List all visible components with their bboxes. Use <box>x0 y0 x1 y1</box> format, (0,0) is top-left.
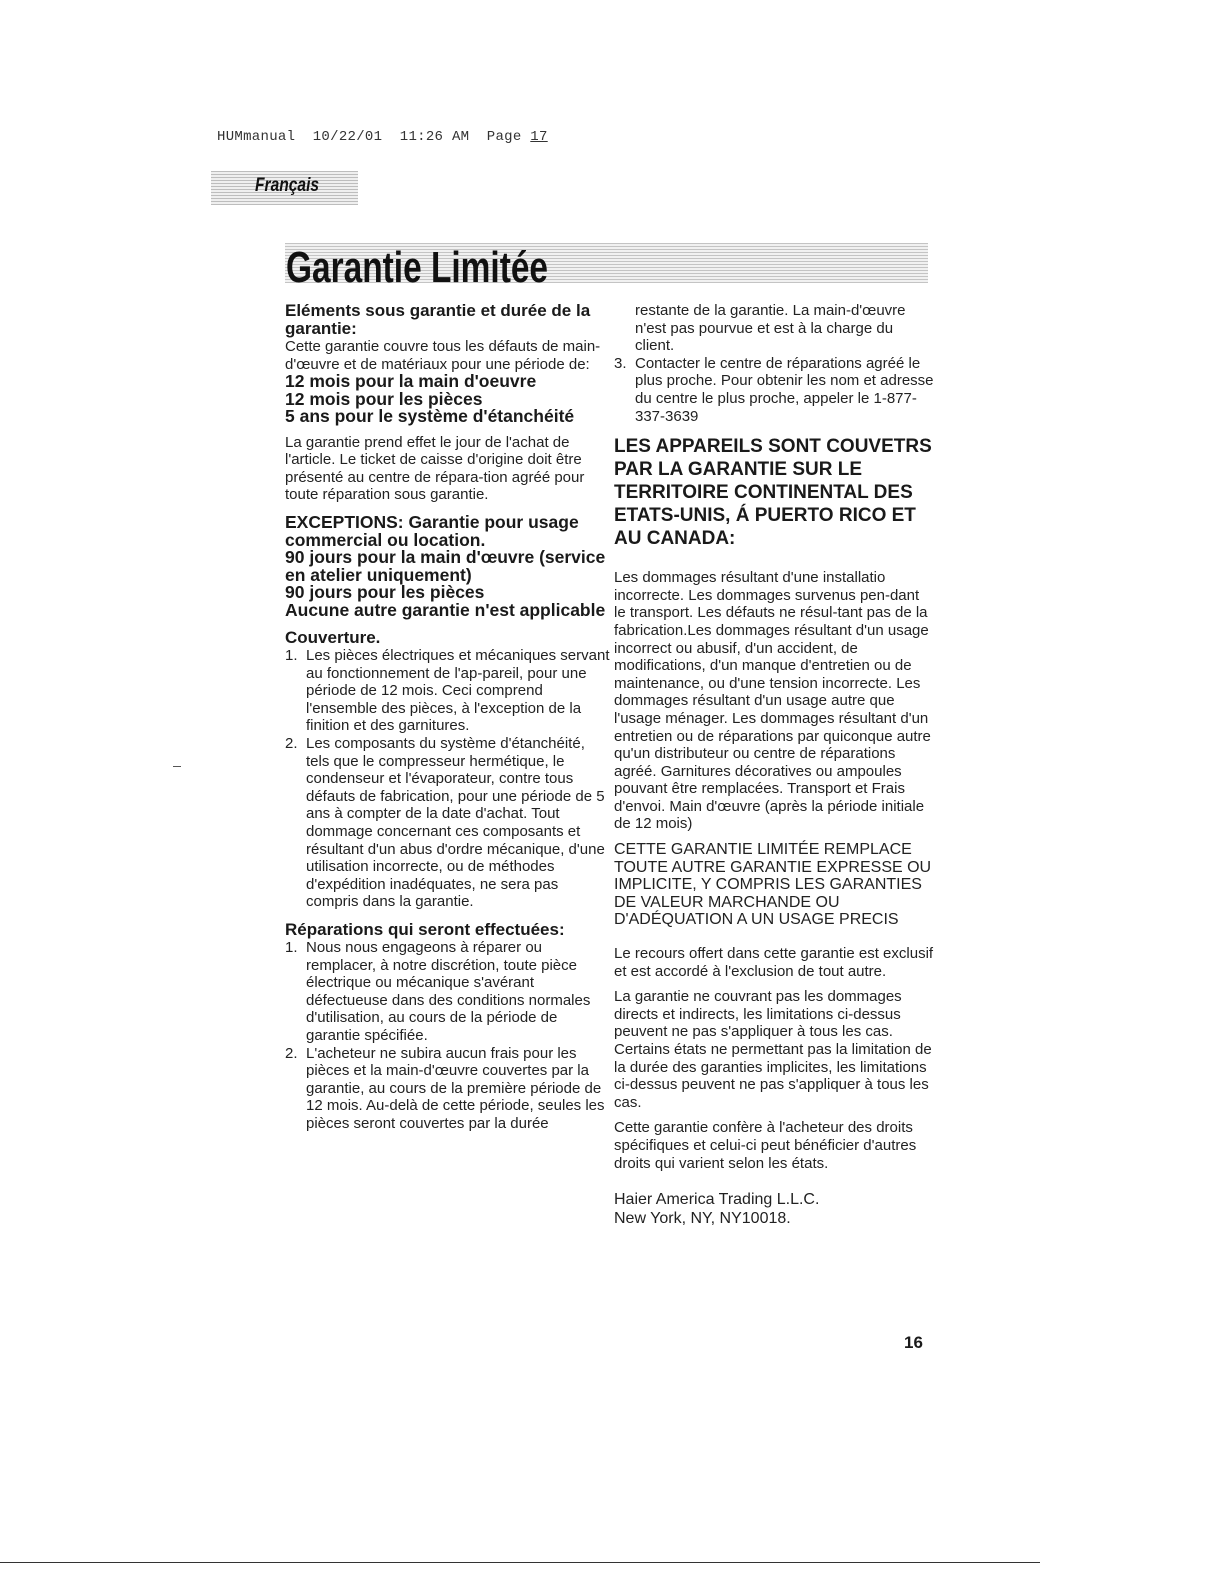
header-time: 11:26 AM <box>399 129 470 145</box>
reparations-heading: Réparations qui seront effectuées: <box>285 919 565 939</box>
coverage-heading: Eléments sous garantie et durée de la garantie: <box>285 301 591 338</box>
coverage-text: Cette garantie couvre tous les défauts de main-d'œuvre et de matériaux pour une période de: <box>285 338 601 373</box>
header-page-ref: 17 <box>530 129 548 145</box>
header-date: 10/22/01 <box>312 129 383 145</box>
item-text: Nous nous engageons à réparer ou remplacer, à notre discrétion, toute pièce électrique ou mécanique s'avérant défectueuse dans des conditions normales d'utilisation, au cours de la période de garantie spécifiée. <box>306 938 591 1044</box>
company-name: Haier America Trading L.L.C. <box>614 1191 820 1209</box>
item-number: 3. <box>614 354 627 372</box>
right-column <box>614 302 934 1228</box>
couverture-heading: Couverture. <box>285 628 381 648</box>
item-number: 2. <box>285 735 298 753</box>
list-item <box>285 1045 610 1133</box>
reparations-list-continued <box>614 355 934 425</box>
item-text: Les pièces électriques et mécaniques servant au fonctionnement de l'ap-pareil, pour une période de 12 mois. Ceci comprend l'ensemble des pièces, à l'exception de la finition et des garnitures. <box>306 647 610 735</box>
warranty-periods <box>285 373 610 426</box>
period-parts: 12 mois pour les pièces <box>285 388 483 409</box>
period-labor: 12 mois pour la main d'oeuvre <box>285 371 537 392</box>
print-header <box>217 129 548 145</box>
exclusions-text: Les dommages résultant d'une installatio incorrecte. Les dommages survenus pen-dant le transport. Les défauts ne résul-tant pas de la fabrication.Les dommages résultant d'un usage incorrect ou abusif, d'un accident, de modifications, d'un manque d'entretien ou de maintenance, ou d'une tension incorrecte. Les dommages résultant d'un usage autre que l'usage ménager. Les dommages résultant d'un entretien ou de réparations par quiconque autre qu'un distributeur ou centre de réparations agréé. Garnitures décoratives ou ampoules pouvant être remplacées. Transport et Frais d'envoi. Main d'œuvre (après la période initiale de 12 mois) <box>614 569 931 833</box>
list-item <box>614 355 934 425</box>
droits-text: Cette garantie confère à l'acheteur des droits spécifiques et celui-ci peut bénéficier d'autres droits qui varient selon les états. <box>614 1119 917 1172</box>
reparations-list <box>285 939 610 1133</box>
territory-heading: LES APPAREILS SONT COUVETRS PAR LA GARANTIE SUR LE TERRITOIRE CONTINENTAL DES ETATS-UNIS, Á PUERTO RICO ET AU CANADA: <box>614 436 932 550</box>
limited-warranty-statement: CETTE GARANTIE LIMITÉE REMPLACE TOUTE AUTRE GARANTIE EXPRESSE OU IMPLICITE, Y COMPRIS LES GARANTIES DE VALEUR MARCHANDE OU D'ADÉQUATION A UN USAGE PRECIS <box>614 841 932 929</box>
margin-dash <box>173 766 181 767</box>
effective-date-text: La garantie prend effet le jour de l'achat de l'article. Le ticket de caisse d'origine doit être présenté au centre de répara-tion agréé pour toute réparation sous garantie. <box>285 433 585 504</box>
header-file: HUMmanual <box>217 129 296 145</box>
company-address: New York, NY, NY10018. <box>614 1210 791 1228</box>
item-text: Contacter le centre de réparations agréé le plus proche. Pour obtenir les nom et adresse du centre le plus proche, appeler le 1-877-337-3639 <box>635 354 934 425</box>
dommages-text: La garantie ne couvrant pas les dommages directs et indirects, les limitations ci-dessus peuvent ne pas s'appliquer à tous les cas. Certains états ne permettant pas la limitation de la durée des garanties implicites, les limitations ci-dessus peuvent ne pas s'appliquer à tous les cas. <box>614 988 932 1111</box>
recours-text: Le recours offert dans cette garantie est exclusif et est accordé à l'exclusion de tout autre. <box>614 945 934 980</box>
page-title: Garantie Limitée <box>286 243 549 292</box>
page-number: 16 <box>904 1333 923 1352</box>
bottom-rule <box>0 1562 1040 1563</box>
couverture-list <box>285 647 610 911</box>
list-item <box>285 735 610 911</box>
left-column <box>285 302 610 1133</box>
exceptions-line: Aucune autre garantie n'est applicable <box>285 599 606 620</box>
period-sealed-system: 5 ans pour le système d'étanchéité <box>285 406 575 427</box>
exceptions-line: EXCEPTIONS: Garantie pour usage commercial ou location. <box>285 512 579 550</box>
exceptions-block <box>285 514 610 619</box>
language-label: Français <box>255 175 320 196</box>
exceptions-line: 90 jours pour les pièces <box>285 582 485 603</box>
item-text: Les composants du système d'étanchéité, tels que le compresseur hermétique, le condenseur et l'évaporateur, contre tous défauts de fabrication, pour une période de 5 ans à compter de la date d'achat. Tout dommage concernant ces composants et résultant d'un abus d'ordre mécanique, d'une utilisation incorrecte, ou de méthodes d'expédition inadéquates, ne sera pas compris dans la garantie. <box>306 735 605 911</box>
language-tab <box>211 171 358 205</box>
item-number: 1. <box>285 647 298 665</box>
exceptions-line: 90 jours pour la main d'œuvre (service en atelier uniquement) <box>285 547 606 585</box>
continued-text: restante de la garantie. La main-d'œuvre n'est pas pourvue et est à la charge du client. <box>635 302 906 355</box>
item-number: 2. <box>285 1044 298 1062</box>
company-block <box>614 1190 934 1228</box>
item-text: L'acheteur ne subira aucun frais pour les pièces et la main-d'œuvre couvertes par la garantie, au cours de la première période de 12 mois. Au-delà de cette période, seules les pièces seront couvertes par la durée <box>306 1044 605 1132</box>
list-item <box>285 939 610 1045</box>
item-number: 1. <box>285 938 298 956</box>
header-page-label: Page <box>486 129 522 145</box>
list-item <box>285 647 610 735</box>
